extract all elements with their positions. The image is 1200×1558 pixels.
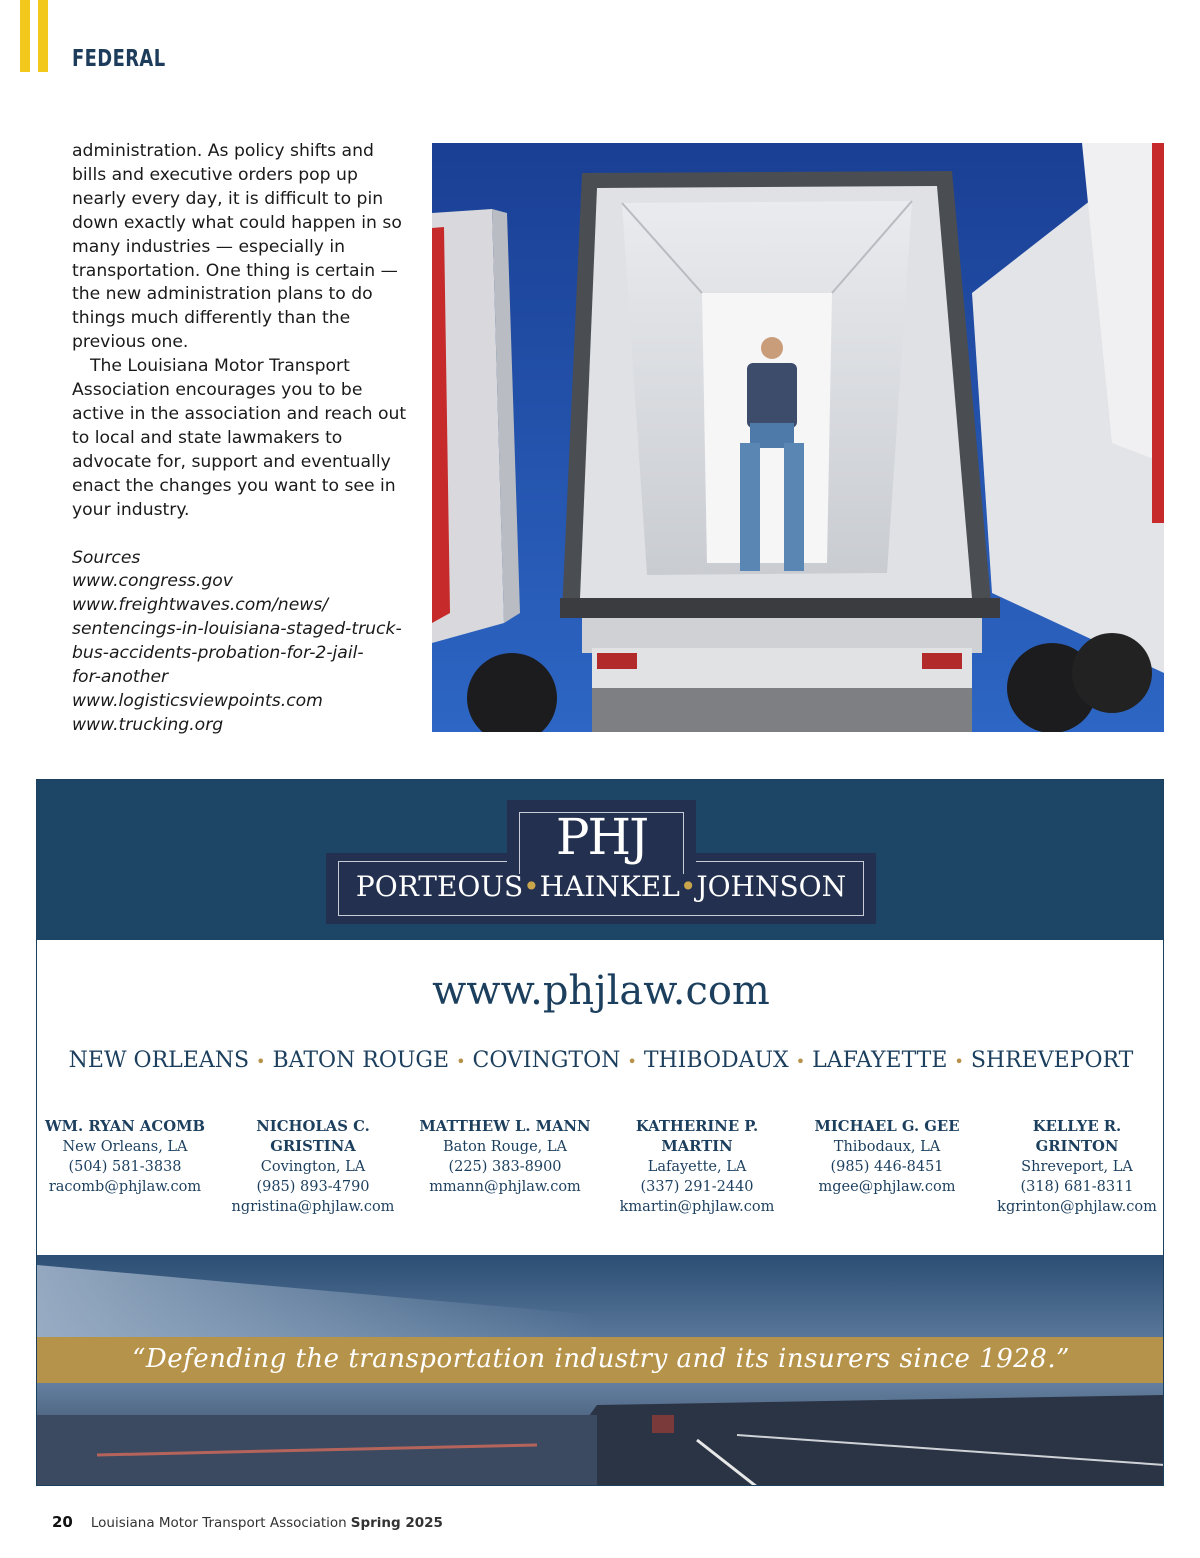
attorney-phone: (985) 893-4790	[256, 1179, 370, 1195]
attorney-name: NICHOLAS C.	[256, 1118, 370, 1135]
firm-tagline-banner	[37, 1337, 1164, 1383]
contact-card	[37, 1117, 213, 1197]
attorney-email[interactable]: kgrinton@phjlaw.com	[997, 1199, 1157, 1215]
attorney-phone: (985) 446-8451	[830, 1159, 944, 1175]
city: LAFAYETTE	[812, 1048, 948, 1073]
attorney-name-line2: MARTIN	[661, 1138, 733, 1155]
source-line: www.congress.gov	[72, 571, 233, 592]
attorney-name-line2: GRINTON	[1035, 1138, 1119, 1155]
firm-name: PORTEOUS•HAINKEL•JOHNSON	[355, 870, 847, 903]
contact-card	[225, 1117, 401, 1217]
attorney-name: KATHERINE P.	[635, 1118, 759, 1135]
firm-name-part: HAINKEL	[539, 870, 680, 903]
firm-website-link[interactable]: www.phjlaw.com	[432, 968, 770, 1014]
source-line: www.freightwaves.com/news/	[72, 595, 329, 616]
city: THIBODAUX	[643, 1048, 789, 1073]
attorney-email[interactable]: racomb@phjlaw.com	[48, 1179, 202, 1195]
page-footer	[52, 1513, 443, 1531]
publication-name: Louisiana Motor Transport Association	[90, 1515, 347, 1531]
contact-card	[417, 1117, 593, 1197]
attorney-email[interactable]: mgee@phjlaw.com	[818, 1179, 956, 1195]
section-label: FEDERAL	[72, 46, 166, 72]
article-column	[72, 140, 412, 738]
attorney-city: Shreveport, LA	[1021, 1159, 1133, 1175]
attorney-city: New Orleans, LA	[62, 1139, 188, 1155]
attorney-email[interactable]: ngristina@phjlaw.com	[231, 1199, 395, 1215]
ad-header-band	[37, 780, 1164, 940]
office-cities: NEW ORLEANS • BATON ROUGE • COVINGTON • THIBODAUX • LAFAYETTE • SHREVEPORT	[68, 1048, 1134, 1073]
attorney-name: MATTHEW L. MANN	[419, 1118, 591, 1135]
sources-heading: Sources	[72, 547, 141, 568]
attorney-phone: (318) 681-8311	[1020, 1179, 1134, 1195]
attorney-name: WM. RYAN ACOMB	[45, 1118, 205, 1135]
truck-trailer-photo	[432, 143, 1164, 732]
city: BATON ROUGE	[272, 1048, 450, 1073]
contact-card	[799, 1117, 975, 1197]
logo-monogram: PHJ	[555, 808, 648, 866]
accent-bar-right	[38, 0, 48, 72]
page-number: 20	[52, 1513, 73, 1531]
attorney-phone: (337) 291-2440	[640, 1179, 754, 1195]
attorney-city: Covington, LA	[260, 1159, 366, 1175]
firm-name-part: PORTEOUS	[355, 870, 524, 903]
source-line: bus-accidents-probation-for-2-jail-	[72, 643, 364, 664]
article-paragraph-2: The Louisiana Motor Transport Association encourages you to be active in the association and reach out to local and state lawmakers to advocate for, support and eventually enact the changes you want to see in your industry.	[72, 356, 407, 520]
attorney-name: KELLYE R.	[1032, 1118, 1122, 1135]
accent-bar-left	[20, 0, 30, 72]
city: NEW ORLEANS	[68, 1048, 250, 1073]
attorney-city: Lafayette, LA	[647, 1159, 747, 1175]
source-line: sentencings-in-louisiana-staged-truck-	[72, 619, 402, 640]
article-paragraph-1: administration. As policy shifts and bills and executive orders pop up nearly every day, it is difficult to pin down exactly what could happen in so many industries — especially in transportation. One thing is certain — the new administration plans to do things much differently than the previous one.	[72, 141, 402, 353]
attorney-phone: (504) 581-3838	[68, 1159, 182, 1175]
attorney-phone: (225) 383-8900	[448, 1159, 562, 1175]
attorney-email[interactable]: kmartin@phjlaw.com	[619, 1199, 775, 1215]
firm-tagline: “Defending the transportation industry and its insurers since 1928.”	[132, 1344, 1070, 1374]
attorney-name: MICHAEL G. GEE	[814, 1118, 960, 1135]
attorney-contacts	[37, 1117, 1164, 1227]
sources-list	[72, 547, 412, 738]
contact-card	[609, 1117, 785, 1217]
source-line: www.logisticsviewpoints.com	[72, 690, 323, 711]
phj-law-advertisement	[36, 779, 1164, 1486]
attorney-city: Thibodaux, LA	[833, 1139, 941, 1155]
firm-name-part: JOHNSON	[696, 870, 847, 903]
city: SHREVEPORT	[970, 1048, 1134, 1073]
city: COVINGTON	[472, 1048, 621, 1073]
attorney-city: Baton Rouge, LA	[443, 1139, 567, 1155]
attorney-name-line2: GRISTINA	[270, 1138, 356, 1155]
source-line: www.trucking.org	[72, 714, 224, 735]
issue-label: Spring 2025	[350, 1515, 443, 1531]
contact-card	[989, 1117, 1164, 1217]
source-line: for-another	[72, 667, 169, 688]
attorney-email[interactable]: mmann@phjlaw.com	[429, 1179, 581, 1195]
